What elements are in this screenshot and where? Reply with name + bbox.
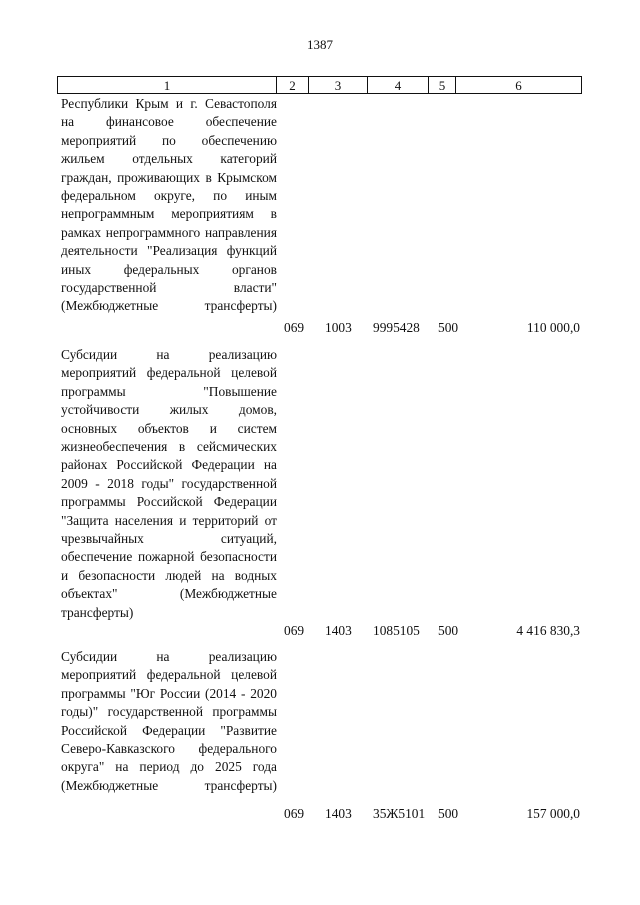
table-cell-col4: 9995428 xyxy=(373,320,420,335)
header-col-4: 4 xyxy=(368,77,429,94)
table-cell-col5: 500 xyxy=(438,806,459,821)
table-cell-col6: 157 000,0 xyxy=(526,806,580,821)
table-cell-col3: 1403 xyxy=(325,623,352,638)
header-col-3: 3 xyxy=(309,77,368,94)
page-number: 1387 xyxy=(307,37,333,52)
header-col-1: 1 xyxy=(58,77,277,94)
table-cell-col2: 069 xyxy=(284,320,305,335)
table-cell-col5: 500 xyxy=(438,320,459,335)
table-row-description: Республики Крым и г. Севастополя на финансовое обеспечение мероприятий по обеспечению жильем отдельных категорий граждан, проживающих в Крымском федеральном округе, по иным непрограммным мероприятиям в рамках непрограммного направления деятельности "Реализация функций иных федеральных органов государственной власти" (Межбюджетные трансферты) xyxy=(61,96,277,314)
table-cell-col6: 110 000,0 xyxy=(526,320,580,335)
header-col-6: 6 xyxy=(456,77,582,94)
table-cell-col4: 1085105 xyxy=(373,623,420,638)
table-row-description: Субсидии на реализацию мероприятий федеральной целевой программы "Повышение устойчивости жилых домов, основных объектов и систем жизнеобеспечения в сейсмических районах Российской Федерации на 2009 - 2018 годы" государственной программы Российской Федерации "Защита населения и территорий от чрезвычайных ситуаций, обеспечение пожарной безопасности и безопасности людей на водных объектах" (Межбюджетные трансферты) xyxy=(61,347,277,620)
table-cell-col3: 1403 xyxy=(325,806,352,821)
table-cell-col6: 4 416 830,3 xyxy=(516,623,580,638)
table-row-description: Субсидии на реализацию мероприятий федеральной целевой программы "Юг России (2014 - 2020 годы)" государственной программы Российской Федерации "Развитие Северо-Кавказского федерального округа" на период до 2025 года (Межбюджетные трансферты) xyxy=(61,649,277,793)
table-header xyxy=(57,76,582,94)
table-cell-col5: 500 xyxy=(438,623,459,638)
header-col-2: 2 xyxy=(277,77,309,94)
table-cell-col2: 069 xyxy=(284,623,305,638)
table-cell-col3: 1003 xyxy=(325,320,352,335)
table-cell-col2: 069 xyxy=(284,806,305,821)
header-col-5: 5 xyxy=(429,77,456,94)
table-cell-col4: 35Ж5101 xyxy=(373,806,426,821)
